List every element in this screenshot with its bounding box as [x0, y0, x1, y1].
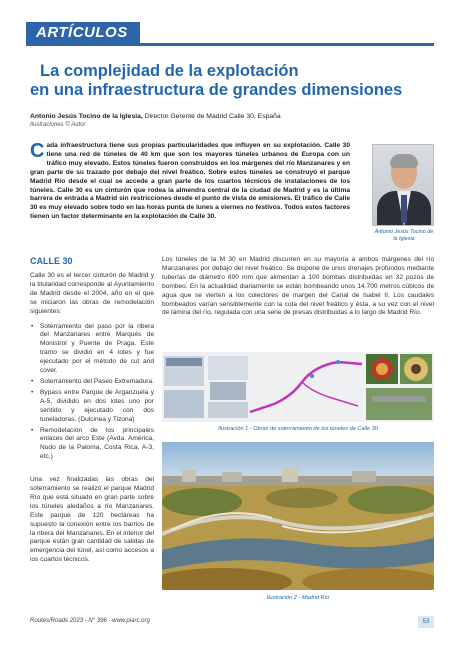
- figure-madrid-rio: [162, 442, 434, 590]
- page-header: [0, 0, 460, 46]
- author-name: Antonio Jesús Tocino de la Iglesia,: [30, 113, 143, 120]
- page-footer: [30, 616, 434, 630]
- closing-paragraph: Una vez finalizadas las obras del soterramiento se realizó el parque Madrid Río que está situado en gran parte sobre los túneles aledaños a río Manzanares. Este parque de 120 hectáreas ha supuesto la conexión entre los barrios de la ribera del Manzanares. En el interior del parque están gran cantidad de salidas de emergencia del túnel, así como accesos a los cuartos técnicos.: [30, 476, 154, 564]
- section-heading-calle-30: CALLE 30: [30, 256, 73, 266]
- list-item: • Soterramiento del paso por la ribera del Manzanares entre Marqués de Monistrol y Puente de Praga. Este tramo se dividió en 4 lotes y fue ejecutado por el método de cut and cover.: [30, 323, 154, 376]
- portrait-caption: Antonio Jesús Tocino de la Iglesia: [374, 229, 434, 242]
- author-portrait: [372, 144, 434, 226]
- title-line-1: La complejidad de la explotación: [40, 62, 299, 80]
- lead-text: ada infraestructura tiene sus propias particularidades que influyen en su explotación. Calle 30 tiene una red de túneles de 40 km que son los mayores túneles urbanos de Europa con un tráfico muy elevado. Estos túneles fueron construidos en los márgenes del río Manzanares y en gran parte de su trazado por debajo del nivel freático. Sobre estos túneles se construyó el parque Madrid Río desde el cual se accede a gran parte de los cuartos técnicos de instalaciones de los túneles. Calle 30 es un cinturón que rodea la almendra central de la ciudad de Madrid y es la última barrera de entrada a Madrid sin restricciones desde el punto de vista de emisiones. El tráfico de Calle 30 es muy elevado sobre todo en las horas punta de lunes a viernes no festivos. Todos estos factores tienen un factor determinante en la explotación de Calle 30.: [30, 142, 350, 221]
- header-rule: [26, 43, 434, 46]
- lead-paragraph: [30, 142, 350, 222]
- portrait-tie: [401, 195, 407, 223]
- section-label: ARTÍCULOS: [26, 22, 140, 44]
- byline: [30, 112, 430, 130]
- drainage-paragraph: Los túneles de la M 30 en Madrid discurren en su mayoría a ambos márgenes del río Manzanares por debajo del nivel freático. Se dispone de unos drenajes profundos mediante tuberías de diámetro 800 mm que alimentan a 100 bombas distribuidas en 32 pozos de bombeo. En la actualidad diariamente se están bombeando unos 14.700 metros cúbicos de agua que se vierten a los colectores de margen del Canal de Isabel II. Los caudales bombeados varían sensiblemente con la cota del nivel freático y ésta, a su vez con el nivel de lámina del río, regulada con una serie de presas distribuidas a lo largo de Madrid Río.: [162, 256, 434, 317]
- illustration-credit: Ilustraciones © Autor: [30, 122, 86, 128]
- publication-info: Routes/Roads 2023 - N° 396 - www.piarc.org: [30, 618, 150, 624]
- figure-2-caption: Ilustración 2 - Madrid Río: [266, 595, 330, 601]
- article-title: [30, 62, 440, 100]
- tunnel-works-illustration: [162, 352, 434, 422]
- page-number: 53: [418, 616, 434, 628]
- works-list: [30, 323, 154, 463]
- drop-cap: C: [30, 140, 45, 162]
- list-item: • Bypass entre Parque de Arganzuela y A-5, dividido en dos lotes uno por sentido y ejecutado con dos tuneladoras. (Dulcinea y Tizona): [30, 389, 154, 425]
- author-role: Director Gerente de Madrid Calle 30, España: [142, 113, 281, 120]
- figure-tunnel-works: [162, 352, 434, 422]
- portrait-hair: [390, 154, 418, 168]
- madrid-rio-photo: [162, 442, 434, 590]
- list-item: • Soterramiento del Paseo Extremadura.: [30, 378, 154, 387]
- title-line-2: en una infraestructura de grandes dimensiones: [30, 81, 403, 99]
- list-item: • Remodelación de los principales enlaces del arco Este (Avda. América, Nudo de la Paloma, Costa Rica, A-3, etc.): [30, 427, 154, 463]
- figure-1-caption: Ilustración 1 - Obras de soterramiento de los túneles de Calle 30: [218, 426, 378, 432]
- intro-paragraph: Calle 30 es el tercer cinturón de Madrid y la titularidad corresponde al Ayuntamiento de Madrid desde el 2004, año en el que se iniciaron las obras de remodelación siguientes:: [30, 272, 154, 315]
- left-column: [30, 256, 154, 565]
